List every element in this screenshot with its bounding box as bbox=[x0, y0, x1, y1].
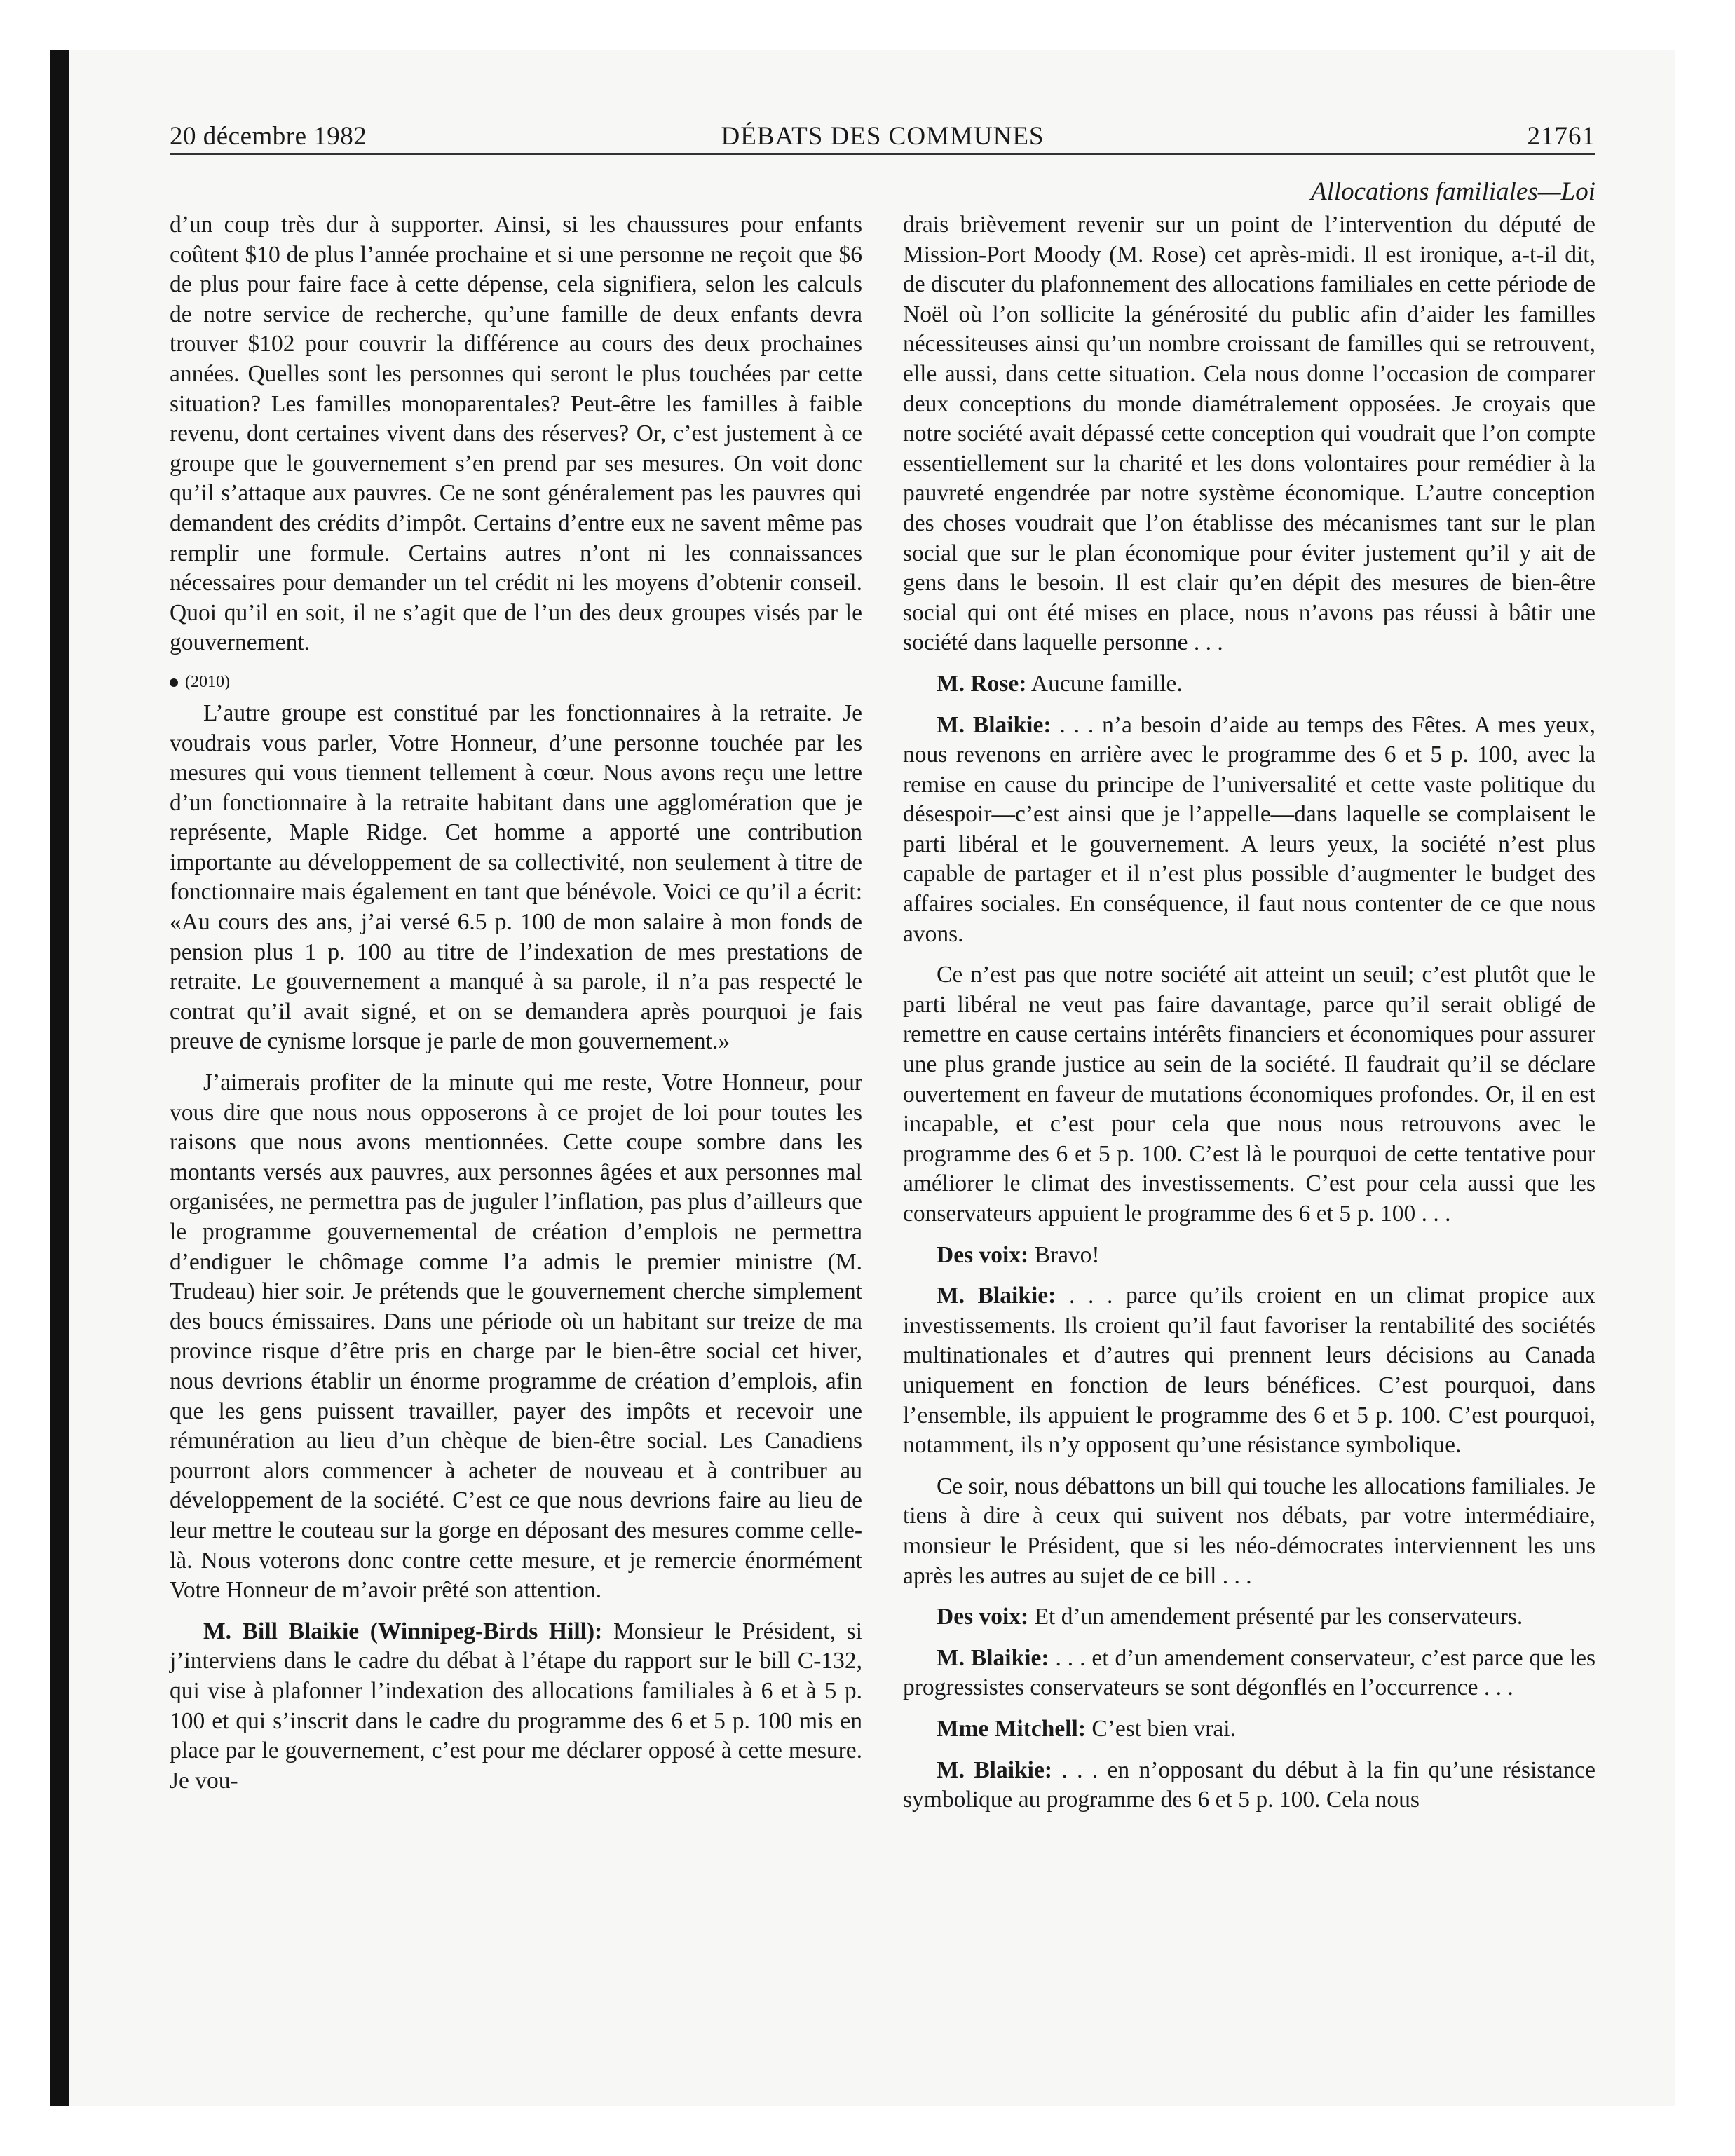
speaker-name: M. Blaikie: bbox=[937, 1644, 1049, 1671]
speech-text: . . . en n’opposant du début à la fin qu’une résistance symbolique au programme des 6 et 5 p. 100. Cela nous bbox=[903, 1756, 1595, 1813]
speech-text: Bravo! bbox=[1028, 1241, 1100, 1268]
time-marker bbox=[170, 668, 862, 696]
speaker-name: M. Blaikie: bbox=[937, 1756, 1053, 1783]
left-column bbox=[170, 210, 862, 1796]
header-page-number: 21761 bbox=[1527, 122, 1595, 151]
speaker-name: Des voix: bbox=[937, 1604, 1029, 1630]
speech-paragraph bbox=[903, 711, 1595, 950]
speech-paragraph bbox=[903, 1756, 1595, 1815]
speech-paragraph bbox=[903, 1602, 1595, 1632]
speaker-name: Des voix: bbox=[937, 1241, 1029, 1268]
paragraph: Ce n’est pas que notre société ait atteint un seuil; c’est plutôt que le parti libéral ne veut pas faire davantage, parce qu’il serait obligé de remettre en cause certains intérêts financiers et économiques pour assurer une plus grande justice au sein de la société. Il faudrait qu’il se déclare ouvertement en faveur de mutations économiques profondes. Or, il en est incapable, et c’est pour cela que nous nous retrouvons avec le programme des 6 et 5 p. 100. C’est là le pourquoi de cette tentative pour améliorer le climat des investissements. C’est pour cela aussi que les conservateurs appuient le programme des 6 et 5 p. 100 . . . bbox=[903, 962, 1595, 1227]
paragraph: drais brièvement revenir sur un point de l’intervention du député de Mission-Port Moody (M. Rose) cet après-midi. Il est ironique, a-t-il dit, de discuter du plafonnement des allocations familiales en cette période de Noël où l’on sollicite la générosité du public afin d’aider les familles nécessiteuses ainsi qu’un nombre croissant de familles qui se retrouvent, elle aussi, dans cette situation. Cela nous donne l’occasion de comparer deux conceptions du monde diamétralement opposées. Je croyais que notre société avait dépassé cette conception qui voudrait que l’on compte essentiellement sur la charité et les dons volontaires pour remédier à la pauvreté engendrée par notre système économique. L’autre conception des choses voudrait que l’on établisse des mécanismes tant sur le plan social que sur le plan économique pour éviter justement qu’il y ait de gens dans le besoin. Il est clair qu’en dépit des mesures de bien-être social qui ont été mises en place, nous n’avons pas réussi à bâtir une société dans laquelle personne . . . bbox=[903, 212, 1595, 656]
paragraph: Ce soir, nous débattons un bill qui touche les allocations familiales. Je tiens à dire à ceux qui suivent nos débats, par votre intermédiaire, monsieur le Président, que si les néo-démocrates interviennent les uns après les autres au sujet de ce bill . . . bbox=[903, 1473, 1595, 1589]
speaker-name: M. Bill Blaikie (Winnipeg-Birds Hill): bbox=[203, 1618, 603, 1644]
speech-text: Monsieur le Président, si j’interviens dans le cadre du débat à l’étape du rapport sur le bill C-132, qui vise à plafonner l’indexation des allocations familiales à 6 et à 5 p. 100 et qui s’inscrit dans le cadre du programme des 6 et 5 p. 100 mis en place par le gouvernement, c’est pour me déclarer opposé à cette mesure. Je vou- bbox=[170, 1618, 863, 1794]
header-date: 20 décembre 1982 bbox=[170, 122, 367, 151]
subject-heading: Allocations familiales—Loi bbox=[1311, 177, 1595, 206]
page-header bbox=[170, 121, 1595, 155]
paragraph: d’un coup très dur à supporter. Ainsi, si les chaussures pour enfants coûtent $10 de plus l’année prochaine et si une personne ne reçoit que $6 de plus pour faire face à cette dépense, cela signifiera, selon les calculs de notre service de recherche, qu’une famille de deux enfants devra trouver $102 pour couvrir la différence au cours des deux prochaines années. Quelles sont les personnes qui seront le plus touchées par cette situation? Les familles monoparentales? Peut-être les familles à faible revenu, dont certaines vivent dans des réserves? Or, c’est justement à ce groupe que le gouvernement s’en prend par ses mesures. On voit donc qu’il s’attaque aux pauvres. Ce ne sont généralement pas les pauvres qui demandent des crédits d’impôt. Certains d’entre eux ne savent même pas remplir une formule. Certains autres n’ont ni les connaissances nécessaires pour demander un tel crédit ni les moyens d’obtenir conseil. Quoi qu’il en soit, il ne s’agit que de l’un des deux groupes visés par le gouvernement. bbox=[170, 212, 862, 656]
scan-edge bbox=[50, 50, 69, 2106]
speech-paragraph bbox=[903, 1241, 1595, 1271]
speaker-name: M. Rose: bbox=[937, 670, 1027, 697]
speech-text: . . . parce qu’ils croient en un climat propice aux investissements. Ils croient qu’il faut favoriser la rentabilité des sociétés multinationales et d’autres qui prennent leurs décisions au Canada uniquement en fonction de leurs bénéfices. C’est pourquoi, dans l’ensemble, ils appuient le programme des 6 et 5 p. 100. C’est pourquoi, notamment, ils n’y opposent qu’une résistance symbolique. bbox=[903, 1283, 1595, 1459]
speech-text: C’est bien vrai. bbox=[1086, 1715, 1236, 1742]
speech-paragraph bbox=[903, 1714, 1595, 1745]
speaker-name: M. Blaikie: bbox=[937, 1283, 1056, 1309]
time-marker-text: (2010) bbox=[185, 672, 230, 691]
right-column bbox=[903, 210, 1595, 1815]
speech-text: Aucune famille. bbox=[1026, 670, 1183, 697]
paragraph: J’aimerais profiter de la minute qui me reste, Votre Honneur, pour vous dire que nous nous opposerons à ce projet de loi pour toutes les raisons que nous avons mentionnées. Cette coupe sombre dans les montants versés aux pauvres, aux personnes âgées et aux personnes mal organisées, ne permettra pas de juguler l’inflation, pas plus d’ailleurs que le programme gouvernemental de création d’emplois ne permettra d’endiguer le chômage comme l’a admis le premier ministre (M. Trudeau) hier soir. Je prétends que le gouvernement cherche simplement des boucs émissaires. Dans une période où un habitant sur treize de ma province risque d’être pris en charge par le bien-être social cet hiver, nous devrions établir un énorme programme de création d’emplois, afin que les gens puissent travailler, payer des impôts et recevoir une rémunération au lieu d’un chèque de bien-être social. Les Canadiens pourront alors commencer à acheter de nouveau et à contribuer au développement de la société. C’est ce que nous devrions faire au lieu de leur mettre le couteau sur la gorge en déposant des mesures comme celle-là. Nous voterons donc contre cette mesure, et je remercie énormément Votre Honneur de m’avoir prêté son attention. bbox=[170, 1070, 862, 1604]
speech-text: Et d’un amendement présenté par les conservateurs. bbox=[1028, 1604, 1523, 1630]
bullet-icon bbox=[170, 678, 178, 687]
speaker-name: Mme Mitchell: bbox=[937, 1715, 1086, 1742]
speech-paragraph bbox=[903, 1644, 1595, 1703]
speech-paragraph bbox=[903, 1281, 1595, 1461]
speech-paragraph bbox=[170, 1617, 862, 1796]
paragraph: L’autre groupe est constitué par les fonctionnaires à la retraite. Je voudrais vous parler, Votre Honneur, d’une personne touchée par les mesures qui vous tiennent tellement à cœur. Nous avons reçu une lettre d’un fonctionnaire à la retraite habitant dans une agglomération que je représente, Maple Ridge. Cet homme a apporté une contribution importante au développement de sa collectivité, non seulement à titre de fonctionnaire mais également en tant que bénévole. Voici ce qu’il a écrit: «Au cours des ans, j’ai versé 6.5 p. 100 de mon salaire à mon fonds de pension plus 1 p. 100 au titre de l’indexation de mes prestations de retraite. Le gouvernement a manqué à sa parole, il n’a pas respecté le contrat qu’il avait signé, et on se demandera après pourquoi je fais preuve de cynisme lorsque je parle de mon gouvernement.» bbox=[170, 700, 862, 1055]
header-title: DÉBATS DES COMMUNES bbox=[721, 122, 1045, 151]
speech-paragraph bbox=[903, 669, 1595, 700]
speech-text: . . . n’a besoin d’aide au temps des Fêtes. A mes yeux, nous revenons en arrière avec le programme des 6 et 5 p. 100, avec la remise en cause du principe de l’universalité et cette vaste politique du désespoir—c’est ainsi que je l’appelle—dans laquelle se complaisent le parti libéral et le gouvernement. A leurs yeux, la société n’est plus capable de partager et il n’est plus possible d’augmenter le budget des affaires sociales. En conséquence, il faut nous contenter de ce que nous avons. bbox=[903, 711, 1596, 947]
speech-text: . . . et d’un amendement conservateur, c’est parce que les progressistes conservateurs se sont dégonflés en l’occurrence . . . bbox=[903, 1644, 1596, 1701]
speaker-name: M. Blaikie: bbox=[937, 711, 1052, 738]
